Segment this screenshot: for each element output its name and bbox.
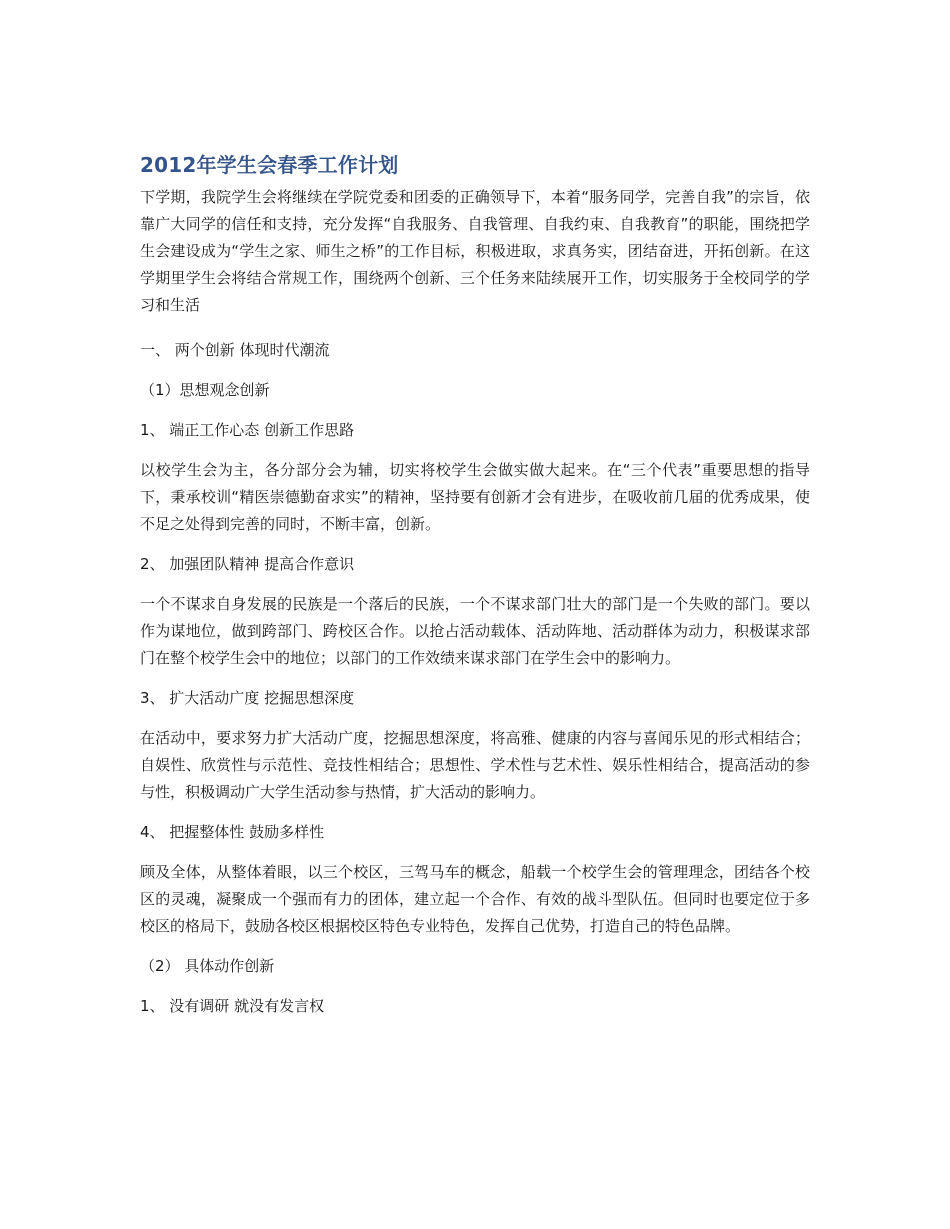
item-heading-5: 1、 没有调研 就没有发言权 [140, 997, 325, 1015]
item-body-3: 在活动中，要求努力扩大活动广度，挖掘思想深度，将高雅、健康的内容与喜闻乐见的形式相结合；自娱性、欣赏性与示范性、竞技性相结合；思想性、学术性与艺术性、娱乐性相结合，提高活动的参与性，积极调动广大学生活动参与热情，扩大活动的影响力。 [140, 729, 810, 801]
document-page [140, 148, 810, 1033]
intro-paragraph: 下学期，我院学生会将继续在学院党委和团委的正确领导下，本着“服务同学，完善自我”的宗旨，依靠广大同学的信任和支持，充分发挥“自我服务、自我管理、自我约束、自我教育”的职能，围绕把学生会建设成为“学生之家、师生之桥”的工作目标，积极进取，求真务实，团结奋进，开拓创新。在这学期里学生会将结合常规工作，围绕两个创新、三个任务来陆续展开工作，切实服务于全校同学的学习和生活 [140, 188, 810, 314]
subsection-heading-1: （1）思想观念创新 [140, 381, 270, 399]
document-title: 2012年学生会春季工作计划 [140, 153, 399, 177]
item-body-1: 以校学生会为主，各分部分会为辅，切实将校学生会做实做大起来。在“三个代表”重要思想的指导下，秉承校训“精医崇德勤奋求实”的精神，坚持要有创新才会有进步，在吸收前几届的优秀成果，使不足之处得到完善的同时，不断丰富，创新。 [140, 461, 810, 533]
item-body-4: 顾及全体，从整体着眼，以三个校区，三驾马车的概念，船载一个校学生会的管理理念，团结各个校区的灵魂，凝聚成一个强而有力的团体，建立起一个合作、有效的战斗型队伍。但同时也要定位于多校区的格局下，鼓励各校区根据校区特色专业特色，发挥自己优势，打造自己的特色品牌。 [140, 863, 810, 935]
item-body-2: 一个不谋求自身发展的民族是一个落后的民族，一个不谋求部门壮大的部门是一个失败的部门。要以作为谋地位，做到跨部门、跨校区合作。以抢占活动载体、活动阵地、活动群体为动力，积极谋求部门在整个校学生会中的地位；以部门的工作效绩来谋求部门在学生会中的影响力。 [140, 595, 810, 667]
item-heading-4: 4、 把握整体性 鼓励多样性 [140, 823, 325, 841]
item-heading-2: 2、 加强团队精神 提高合作意识 [140, 555, 355, 573]
subsection-heading-2: （2） 具体动作创新 [140, 957, 275, 975]
section-heading-1: 一、 两个创新 体现时代潮流 [140, 341, 330, 359]
item-heading-1: 1、 端正工作心态 创新工作思路 [140, 421, 355, 439]
item-heading-3: 3、 扩大活动广度 挖掘思想深度 [140, 689, 355, 707]
